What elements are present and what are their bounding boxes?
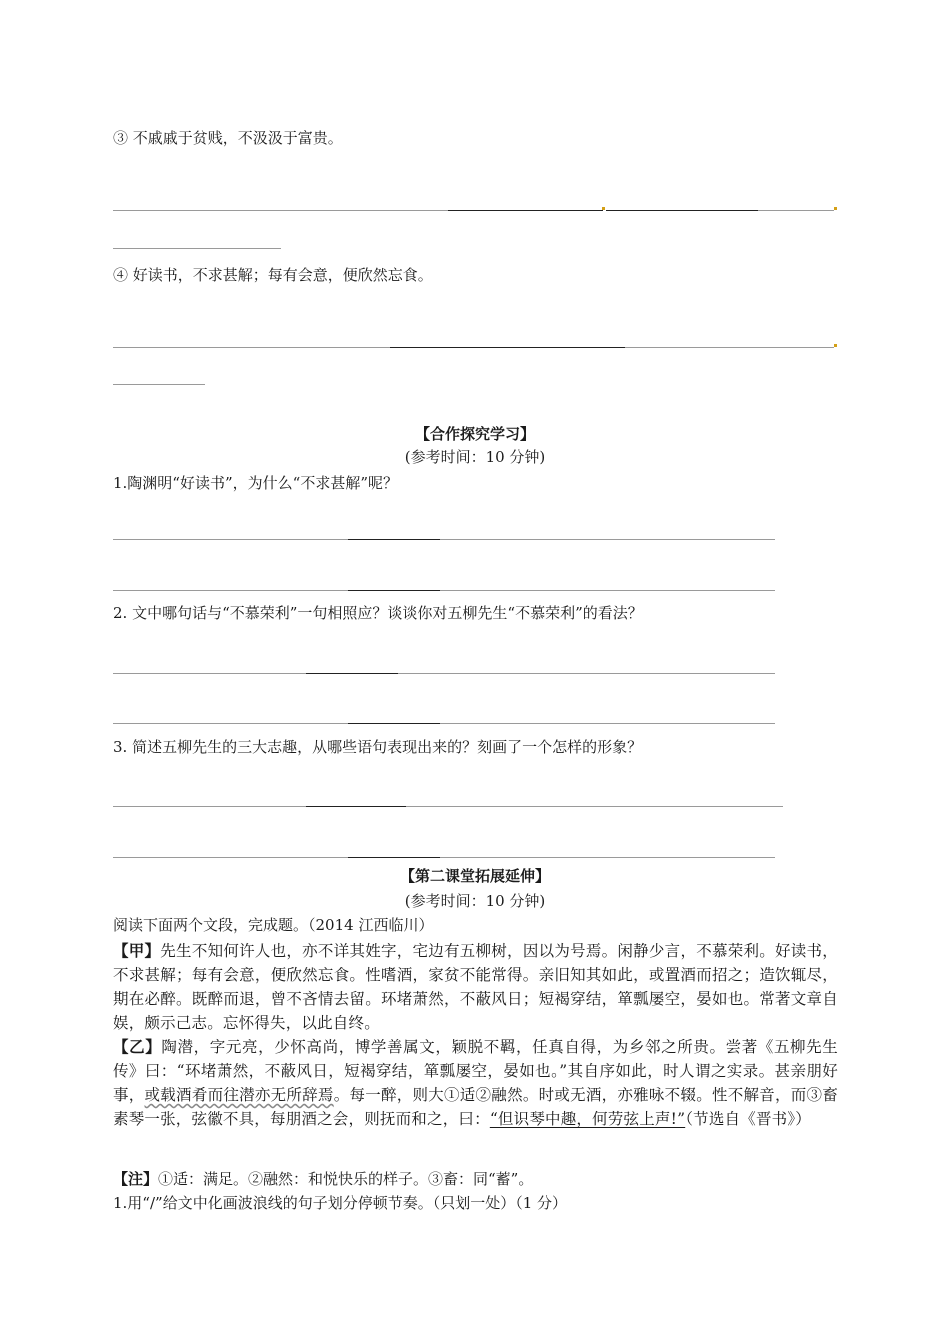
passage-text: 。每一醉，则大①适②融然。时或无酒，亦雅咏不辍。性不解音，而③畜素琴一张，弦徽不具，每朋酒之会，则抚而和之，曰： [113,1086,839,1128]
underlined-quote: “但识琴中趣，何劳弦上声!” [489,1110,686,1128]
question-2: 2. 文中哪句话与“不慕荣利”一句相照应？谈谈你对五柳先生“不慕荣利”的看法？ [113,604,643,622]
annotation-note: 【注】①适：满足。②融然：和悦快乐的样子。③畜：同“蓄”。 [113,1170,534,1188]
reading-intro: 阅读下面两个文段，完成题。（2014 江西临川） [113,916,434,934]
passage-yi [113,1035,838,1131]
section-title: 【合作探究学习】 [414,425,535,443]
note-label: 【注】 [113,1170,159,1188]
translate-item-3: ③ 不戚戚于贫贱，不汲汲于富贵。 [113,129,343,147]
passage-text: 陶潜，字元亮，少怀高尚，博学善属文，颖脱不羁，任真自得，为乡邻之所贵。尝著《五柳先生传》曰：“环堵萧然，不蔽风日，短褐穿结，箪瓢屡空，晏如也。”其自序如此，时人谓之实录。甚亲朋好事， [113,1038,839,1104]
translate-item-4: ④ 好读书，不求甚解；每有会意，便欣然忘食。 [113,266,433,284]
section-time: (参考时间：10 分钟) [404,448,546,466]
question-3: 3. 简述五柳先生的三大志趣，从哪些语句表现出来的？刻画了一个怎样的形象？ [113,738,643,756]
passage-label: 【乙】 [113,1037,162,1056]
question-1: 1.陶渊明“好读书”，为什么“不求甚解”呢？ [113,474,398,492]
passage-source: （节选自《晋书》） [685,1110,812,1128]
passage-text: 先生不知何许人也，亦不详其姓字，宅边有五柳树，因以为号焉。闲静少言，不慕荣利。好读书，不求甚解；每有会意，便欣然忘食。性嗜酒，家贫不能常得。亲旧知其如此，或置酒而招之；造饮辄尽，期在必醉。既醉而退，曾不吝情去留。环堵萧然，不蔽风日；短褐穿结，箪瓢屡空，晏如也。常著文章自娱，颇示己志。忘怀得失，以此自终。 [113,942,838,1032]
section-title: 【第二课堂拓展延伸】 [399,867,550,885]
passage-jia [113,939,838,1035]
task-1: 1.用“/”给文中化画波浪线的句子划分停顿节奏。（只划一处）（1 分） [113,1194,568,1212]
section-time: (参考时间：10 分钟) [404,892,546,910]
passage-label: 【甲】 [113,941,161,960]
wavy-underlined-sentence: 或载酒肴而往潜亦无所辞焉 [144,1086,334,1104]
